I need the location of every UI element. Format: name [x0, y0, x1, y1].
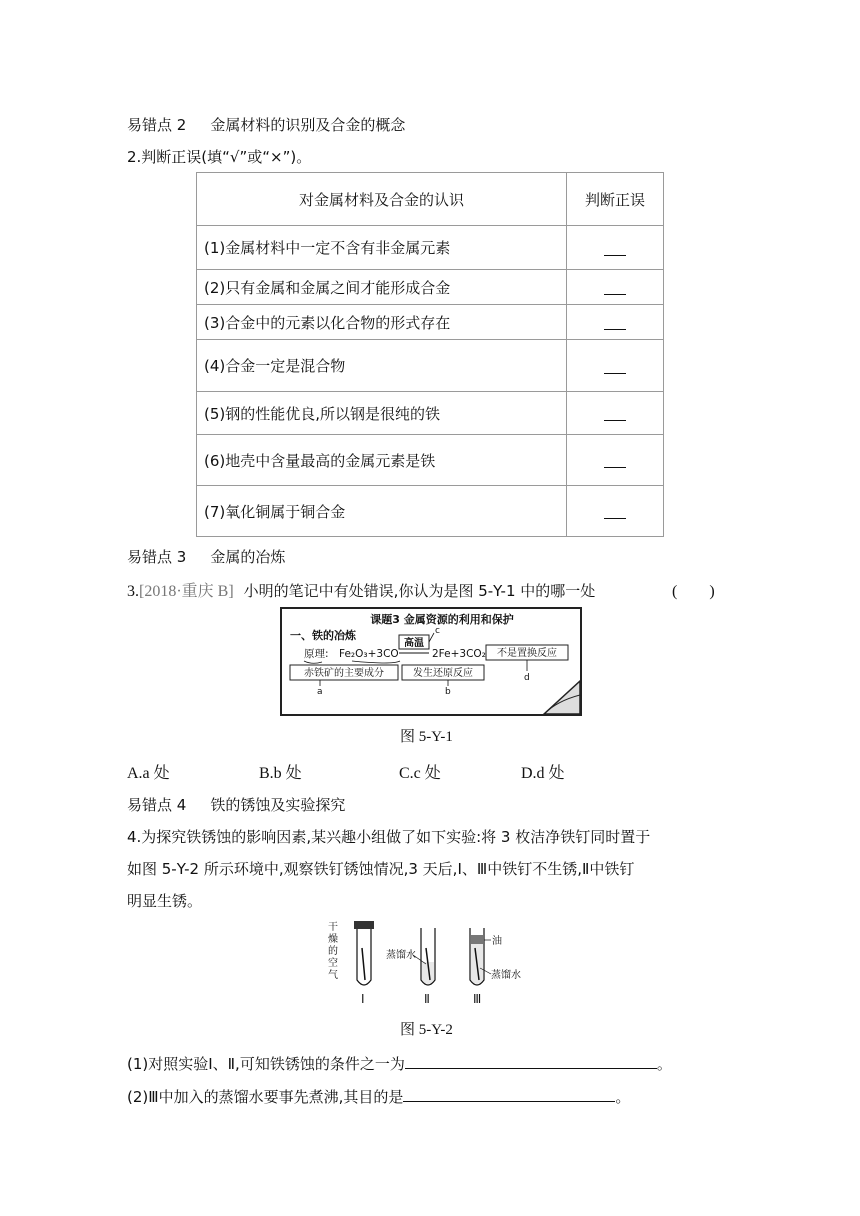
answer-blank[interactable]	[567, 226, 664, 270]
answer-blank-2[interactable]	[403, 1085, 615, 1102]
formula-left: Fe₂O₃+3CO	[339, 648, 399, 660]
notebook-figure-art	[282, 609, 580, 714]
answer-blank[interactable]	[567, 435, 664, 486]
mark-b: b	[445, 687, 451, 697]
option-b[interactable]: B.b 处	[259, 765, 302, 782]
formula-right: 2Fe+3CO₂	[432, 648, 486, 660]
question-source: [2018·重庆 B]	[139, 583, 234, 600]
table-row	[197, 226, 664, 270]
section-heading-2	[127, 114, 405, 135]
table-header-left: 对金属材料及合金的认识	[197, 173, 567, 226]
figure-caption-2: 图 5-Y-2	[400, 1022, 453, 1038]
table-cell-statement: (1)金属材料中一定不含有非金属元素	[197, 226, 567, 270]
figure-caption-1: 图 5-Y-1	[400, 729, 453, 745]
section-title: 金属材料的识别及合金的概念	[210, 116, 406, 134]
sub-question-2	[127, 1085, 630, 1107]
table-header-right: 判断正误	[567, 173, 664, 226]
table-cell-statement: (7)氧化铜属于铜合金	[197, 486, 567, 537]
mark-c: c	[435, 626, 440, 636]
tube-1-label: Ⅰ	[361, 992, 365, 1006]
section-title: 铁的锈蚀及实验探究	[210, 796, 346, 814]
nail-1	[362, 948, 365, 980]
question-2-stem: 2.判断正误(填“√”或“×”)。	[127, 148, 312, 166]
principle-label: 原理:	[304, 648, 329, 660]
section-heading-4	[127, 794, 345, 815]
table-cell-statement: (5)钢的性能优良,所以钢是很纯的铁	[197, 392, 567, 435]
section-heading-3	[127, 546, 285, 567]
answer-blank[interactable]	[567, 486, 664, 537]
question-4-line-1: 4.为探究铁锈蚀的影响因素,某兴趣小组做了如下实验:将 3 枚洁净铁钉同时置于	[127, 828, 651, 846]
table-header-row	[197, 173, 664, 226]
mark-a: a	[317, 687, 323, 697]
table-row	[197, 392, 664, 435]
figure-title: 课题3 金属资源的利用和保护	[370, 613, 514, 626]
table-cell-statement: (2)只有金属和金属之间才能形成合金	[197, 270, 567, 305]
box-a-text: 赤铁矿的主要成分	[304, 668, 384, 679]
tube-2-label: Ⅱ	[424, 992, 430, 1006]
table-row	[197, 305, 664, 340]
option-a[interactable]: A.a 处	[127, 765, 170, 782]
tube-1-stopper	[354, 921, 374, 929]
table-cell-statement: (3)合金中的元素以化合物的形式存在	[197, 305, 567, 340]
mark-d: d	[524, 673, 530, 683]
tube-3-oil	[471, 935, 483, 944]
table-cell-statement: (4)合金一定是混合物	[197, 340, 567, 392]
table-row	[197, 486, 664, 537]
sub-question-1	[127, 1052, 672, 1074]
dry-air-char: 燥	[328, 934, 338, 945]
oil-label: 油	[492, 936, 502, 947]
water-label-2: 蒸馏水	[386, 950, 416, 961]
test-tubes-figure	[325, 918, 535, 1013]
answer-blank-1[interactable]	[405, 1052, 657, 1069]
end-mark: 。	[615, 1088, 631, 1106]
answer-blank[interactable]	[567, 340, 664, 392]
condition-text: 高温	[404, 638, 424, 649]
judgement-table	[196, 172, 664, 537]
section-label: 易错点 2	[127, 116, 187, 134]
section-label: 易错点 4	[127, 796, 187, 814]
table-cell-statement: (6)地壳中含量最高的金属元素是铁	[197, 435, 567, 486]
water-label-3: 蒸馏水	[491, 970, 521, 981]
tube-3-label: Ⅲ	[473, 992, 482, 1006]
notebook-figure	[280, 607, 582, 716]
dry-air-char: 气	[328, 970, 338, 981]
figure-heading: 一、铁的冶炼	[290, 629, 356, 642]
dry-air-char: 空	[328, 958, 338, 969]
options-row	[127, 760, 727, 782]
option-d[interactable]: D.d 处	[521, 765, 565, 782]
question-3-stem	[127, 578, 727, 601]
pointer-c	[429, 633, 434, 642]
dry-air-char: 干	[328, 922, 338, 933]
sub-question-2-text: (2)Ⅲ中加入的蒸馏水要事先煮沸,其目的是	[127, 1088, 404, 1106]
question-number: 3.	[127, 583, 139, 600]
option-c[interactable]: C.c 处	[399, 765, 441, 782]
table-row	[197, 435, 664, 486]
box-d-text: 不是置换反应	[497, 648, 557, 659]
answer-blank[interactable]	[567, 270, 664, 305]
box-b-text: 发生还原反应	[413, 668, 473, 679]
answer-blank[interactable]	[567, 305, 664, 340]
question-4-line-2: 如图 5-Y-2 所示环境中,观察铁钉锈蚀情况,3 天后,Ⅰ、Ⅲ中铁钉不生锈,Ⅱ中铁钉	[127, 860, 635, 878]
table-row	[197, 270, 664, 305]
end-mark: 。	[656, 1055, 672, 1073]
section-label: 易错点 3	[127, 548, 187, 566]
answer-blank[interactable]	[567, 392, 664, 435]
table-row	[197, 340, 664, 392]
section-title: 金属的冶炼	[210, 548, 286, 566]
answer-paren[interactable]: ( )	[672, 583, 715, 600]
question-text: 小明的笔记中有处错误,你认为是图 5-Y-1 中的哪一处	[243, 582, 596, 600]
sub-question-1-text: (1)对照实验Ⅰ、Ⅱ,可知铁锈蚀的条件之一为	[127, 1055, 405, 1073]
dry-air-char: 的	[328, 946, 338, 957]
question-4-line-3: 明显生锈。	[127, 892, 203, 910]
